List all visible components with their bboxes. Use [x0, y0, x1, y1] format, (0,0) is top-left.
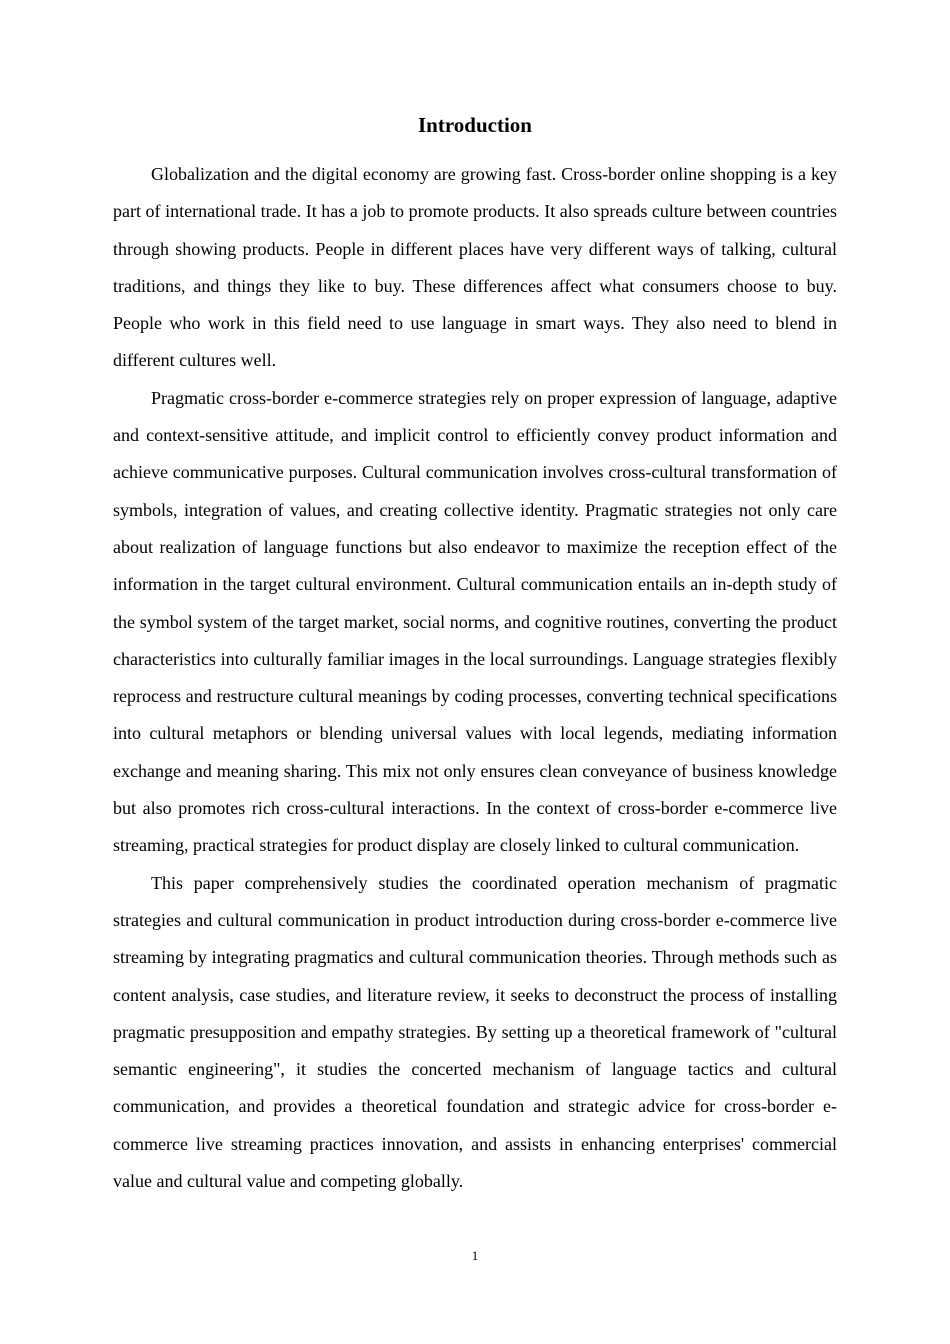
body-text: [113, 156, 837, 1200]
page-number: 1: [471, 1248, 479, 1263]
paragraph-1: Globalization and the digital economy are growing fast. Cross-border online shopping is a key part of international trade. It has a job to promote products. It also spreads culture between countries through showing products. People in different places have very different ways of talking, cultural traditions, and things they like to buy. These differences affect what consumers choose to buy. People who work in this field need to use language in smart ways. They also need to blend in different cultures well.: [113, 164, 837, 371]
paragraph-2: Pragmatic cross-border e-commerce strategies rely on proper expression of language, adaptive and context-sensitive attitude, and implicit control to efficiently convey product information and achieve communicative purposes. Cultural communication involves cross-cultural transformation of symbols, integration of values, and creating collective identity. Pragmatic strategies not only care about realization of language functions but also endeavor to maximize the reception effect of the information in the target cultural environment. Cultural communication entails an in-depth study of the symbol system of the target market, social norms, and cognitive routines, converting the product characteristics into culturally familiar images in the local surroundings. Language strategies flexibly reprocess and restructure cultural meanings by coding processes, converting technical specifications into cultural metaphors or blending universal values with local legends, mediating information exchange and meaning sharing. This mix not only ensures clean conveyance of business knowledge but also promotes rich cross-cultural interactions. In the context of cross-border e-commerce live streaming, practical strategies for product display are closely linked to cultural communication.: [113, 387, 837, 856]
paragraph-3: This paper comprehensively studies the coordinated operation mechanism of pragmatic strategies and cultural communication in product introduction during cross-border e-commerce live streaming by integrating pragmatics and cultural communication theories. Through methods such as content analysis, case studies, and literature review, it seeks to deconstruct the process of installing pragmatic presupposition and empathy strategies. By setting up a theoretical framework of "cultural semantic engineering", it studies the concerted mechanism of language tactics and cultural communication, and provides a theoretical foundation and strategic advice for cross-border e-commerce live streaming practices innovation, and assists in enhancing enterprises' commercial value and cultural value and competing globally.: [113, 872, 837, 1192]
section-heading: Introduction: [418, 113, 532, 137]
